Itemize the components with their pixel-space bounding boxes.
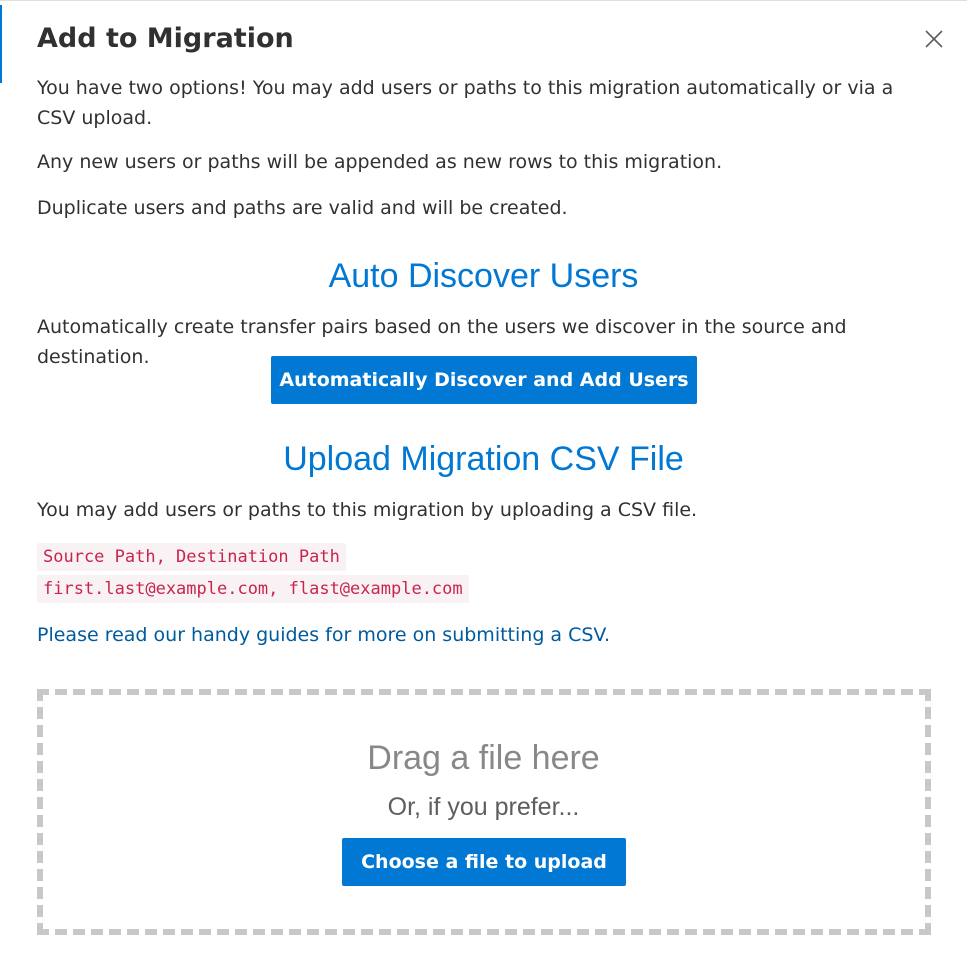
upload-csv-description: You may add users or paths to this migration by uploading a CSV file. — [37, 499, 698, 521]
auto-discover-heading: Auto Discover Users — [328, 257, 639, 295]
dialog-title: Add to Migration — [37, 23, 294, 54]
dropzone-subtitle: Or, if you prefer... — [387, 793, 580, 821]
csv-guides-link[interactable]: Please read our handy guides for more on submitting a CSV. — [37, 624, 611, 646]
auto-discover-description: Automatically create transfer pairs based on the users we discover in the source and destination. — [37, 316, 847, 368]
intro-options-text: You have two options! You may add users or paths to this migration automatically or via a CSV upload. — [37, 77, 894, 129]
upload-csv-heading: Upload Migration CSV File — [283, 440, 684, 478]
choose-file-button[interactable]: Choose a file to upload — [342, 838, 626, 886]
csv-example-header: Source Path, Destination Path — [37, 543, 346, 571]
dialog-accent-bar — [0, 5, 2, 83]
close-icon — [918, 23, 950, 55]
close-button[interactable] — [918, 23, 950, 55]
csv-example-row: first.last@example.com, flast@example.com — [37, 575, 469, 603]
auto-discover-button[interactable]: Automatically Discover and Add Users — [271, 356, 697, 404]
dropzone-title: Drag a file here — [367, 739, 600, 777]
intro-append-text: Any new users or paths will be appended as new rows to this migration. — [37, 151, 723, 173]
intro-duplicate-text: Duplicate users and paths are valid and will be created. — [37, 197, 568, 219]
